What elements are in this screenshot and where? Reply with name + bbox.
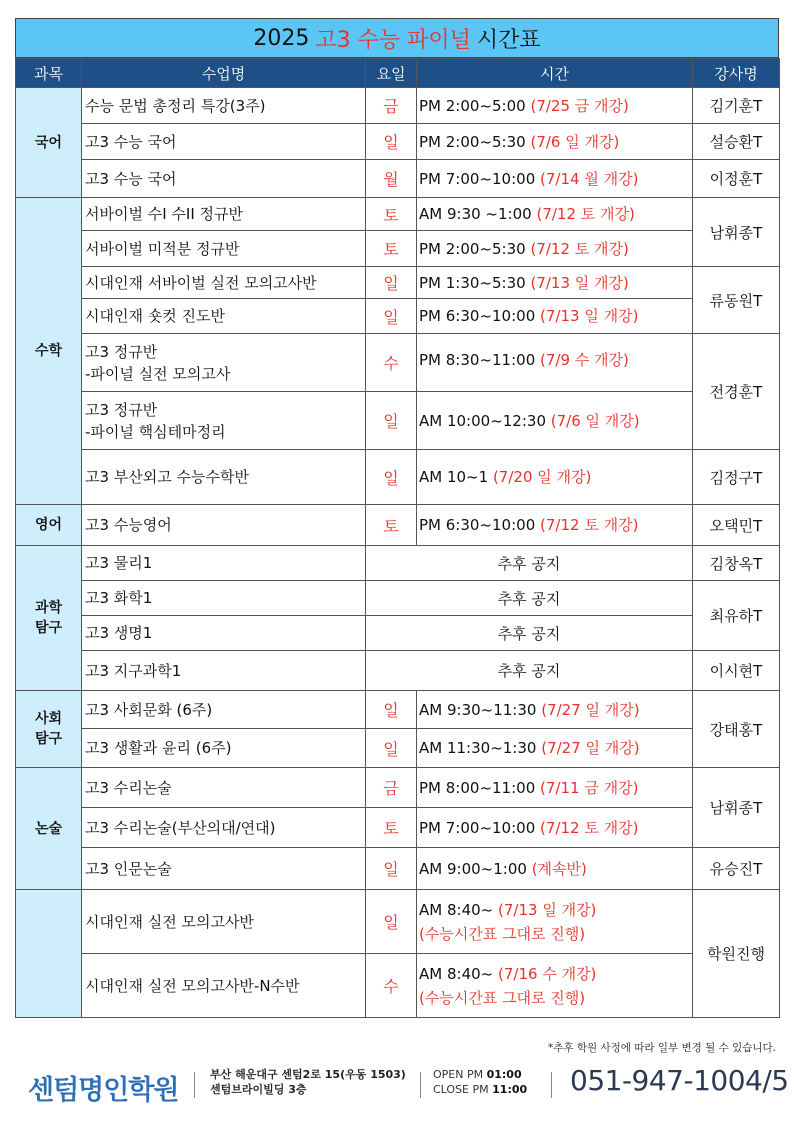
class-time: PM 2:00~5:30 (7/12 토 개강)	[417, 231, 693, 267]
tbd-notice: 추후 공지	[366, 651, 693, 691]
table-row	[16, 505, 780, 546]
teacher-name: 이시현T	[693, 651, 780, 691]
class-name: 시대인재 실전 모의고사반-N수반	[82, 954, 366, 1018]
teacher-name: 오택민T	[693, 505, 780, 546]
class-day: 월	[366, 160, 417, 198]
table-row	[16, 616, 780, 651]
class-time: AM 9:30 ~1:00 (7/12 토 개강)	[417, 198, 693, 231]
class-day: 일	[366, 848, 417, 890]
table-row	[16, 160, 780, 198]
class-day: 토	[366, 808, 417, 848]
teacher-name: 유승진T	[693, 848, 780, 890]
subject-blank	[16, 890, 82, 1018]
subject-math: 수학	[16, 198, 82, 505]
subject-science: 과학 탐구	[16, 546, 82, 691]
class-name: 고3 수능 국어	[82, 160, 366, 198]
table-row	[16, 890, 780, 954]
teacher-name: 남휘종T	[693, 768, 780, 848]
class-day: 일	[366, 124, 417, 160]
class-name: 고3 부산외고 수능수학반	[82, 450, 366, 505]
teacher-name: 김기훈T	[693, 88, 780, 124]
class-time: PM 2:00~5:00 (7/25 금 개강)	[417, 88, 693, 124]
class-time: AM 10~1 (7/20 일 개강)	[417, 450, 693, 505]
class-day: 일	[366, 392, 417, 450]
schedule-table	[15, 58, 780, 1018]
teacher-name: 전경훈T	[693, 334, 780, 450]
change-notice: *추후 학원 사정에 따라 일부 변경 될 수 있습니다.	[547, 1042, 776, 1054]
class-name: 고3 수리논술(부산의대/연대)	[82, 808, 366, 848]
teacher-name: 최유하T	[693, 581, 780, 651]
header-teacher: 강사명	[693, 59, 780, 88]
divider	[194, 1072, 195, 1098]
class-name: 고3 수능 국어	[82, 124, 366, 160]
class-time: AM 8:40~ (7/16 수 개강) (수능시간표 그대로 진행)	[417, 954, 693, 1018]
divider	[420, 1072, 421, 1098]
class-day: 일	[366, 267, 417, 299]
class-name: 고3 수능영어	[82, 505, 366, 546]
subject-essay: 논술	[16, 768, 82, 890]
table-row	[16, 88, 780, 124]
class-day: 일	[366, 691, 417, 729]
teacher-name: 류동원T	[693, 267, 780, 334]
table-row	[16, 954, 780, 1018]
class-day: 토	[366, 198, 417, 231]
class-day: 수	[366, 954, 417, 1018]
class-day: 일	[366, 450, 417, 505]
class-name: 서바이벌 수I 수II 정규반	[82, 198, 366, 231]
teacher-name: 김정구T	[693, 450, 780, 505]
class-name: 고3 수리논술	[82, 768, 366, 808]
table-row	[16, 198, 780, 231]
table-row	[16, 691, 780, 729]
table-row	[16, 231, 780, 267]
divider	[551, 1072, 552, 1098]
teacher-name: 김창옥T	[693, 546, 780, 581]
class-name: 고3 화학1	[82, 581, 366, 616]
class-day: 일	[366, 729, 417, 768]
class-time: PM 6:30~10:00 (7/12 토 개강)	[417, 505, 693, 546]
header-time: 시간	[417, 59, 693, 88]
class-name: 서바이벌 미적분 정규반	[82, 231, 366, 267]
class-name: 수능 문법 총정리 특강(3주)	[82, 88, 366, 124]
teacher-name: 설승환T	[693, 124, 780, 160]
class-time: PM 6:30~10:00 (7/13 일 개강)	[417, 299, 693, 334]
class-time: PM 1:30~5:30 (7/13 일 개강)	[417, 267, 693, 299]
class-name: 시대인재 실전 모의고사반	[82, 890, 366, 954]
table-row	[16, 124, 780, 160]
class-time: AM 9:30~11:30 (7/27 일 개강)	[417, 691, 693, 729]
business-hours: OPEN PM 01:00 CLOSE PM 11:00	[433, 1068, 528, 1096]
subject-english: 영어	[16, 505, 82, 546]
subject-korean: 국어	[16, 88, 82, 198]
header-day: 요일	[366, 59, 417, 88]
header-subject: 과목	[16, 59, 82, 88]
table-row	[16, 392, 780, 450]
class-day: 토	[366, 505, 417, 546]
table-row	[16, 651, 780, 691]
class-time: PM 2:00~5:30 (7/6 일 개강)	[417, 124, 693, 160]
class-time: PM 8:30~11:00 (7/9 수 개강)	[417, 334, 693, 392]
teacher-name: 이정훈T	[693, 160, 780, 198]
class-name: 시대인재 서바이벌 실전 모의고사반	[82, 267, 366, 299]
class-name: 고3 사회문화 (6주)	[82, 691, 366, 729]
class-time: AM 8:40~ (7/13 일 개강) (수능시간표 그대로 진행)	[417, 890, 693, 954]
table-row	[16, 581, 780, 616]
class-time: PM 7:00~10:00 (7/12 토 개강)	[417, 808, 693, 848]
class-time: AM 11:30~1:30 (7/27 일 개강)	[417, 729, 693, 768]
class-name: 고3 인문논술	[82, 848, 366, 890]
table-row	[16, 808, 780, 848]
teacher-name: 강태홍T	[693, 691, 780, 768]
header-row	[16, 59, 780, 88]
table-row	[16, 450, 780, 505]
class-time: AM 10:00~12:30 (7/6 일 개강)	[417, 392, 693, 450]
table-row	[16, 334, 780, 392]
class-day: 일	[366, 890, 417, 954]
header-class: 수업명	[82, 59, 366, 88]
class-day: 금	[366, 768, 417, 808]
phone-number: 051-947-1004/5	[570, 1064, 789, 1097]
teacher-name: 학원진행	[693, 890, 780, 1018]
class-time: AM 9:00~1:00 (계속반)	[417, 848, 693, 890]
class-day: 일	[366, 299, 417, 334]
tbd-notice: 추후 공지	[366, 581, 693, 616]
class-time: PM 7:00~10:00 (7/14 월 개강)	[417, 160, 693, 198]
academy-logo: 센텀명인학원	[28, 1075, 179, 1106]
class-day: 토	[366, 231, 417, 267]
class-name: 고3 정규반 -파이널 핵심테마정리	[82, 392, 366, 450]
class-name: 시대인재 숏컷 진도반	[82, 299, 366, 334]
tbd-notice: 추후 공지	[366, 546, 693, 581]
class-time: PM 8:00~11:00 (7/11 금 개강)	[417, 768, 693, 808]
class-name: 고3 물리1	[82, 546, 366, 581]
page-title: 2025 고3 수능 파이널 시간표	[15, 18, 779, 58]
subject-social: 사회 탐구	[16, 691, 82, 768]
table-row	[16, 848, 780, 890]
address: 부산 해운대구 센텀2로 15(우동 1503) 센텀브라이빌딩 3층	[210, 1068, 406, 1096]
timetable	[15, 18, 779, 1018]
table-row	[16, 768, 780, 808]
table-row	[16, 546, 780, 581]
class-name: 고3 생활과 윤리 (6주)	[82, 729, 366, 768]
table-row	[16, 267, 780, 299]
class-name: 고3 생명1	[82, 616, 366, 651]
table-row	[16, 299, 780, 334]
table-row	[16, 729, 780, 768]
class-name: 고3 정규반 -파이널 실전 모의고사	[82, 334, 366, 392]
tbd-notice: 추후 공지	[366, 616, 693, 651]
class-day: 금	[366, 88, 417, 124]
teacher-name: 남휘종T	[693, 198, 780, 267]
class-day: 수	[366, 334, 417, 392]
class-name: 고3 지구과학1	[82, 651, 366, 691]
